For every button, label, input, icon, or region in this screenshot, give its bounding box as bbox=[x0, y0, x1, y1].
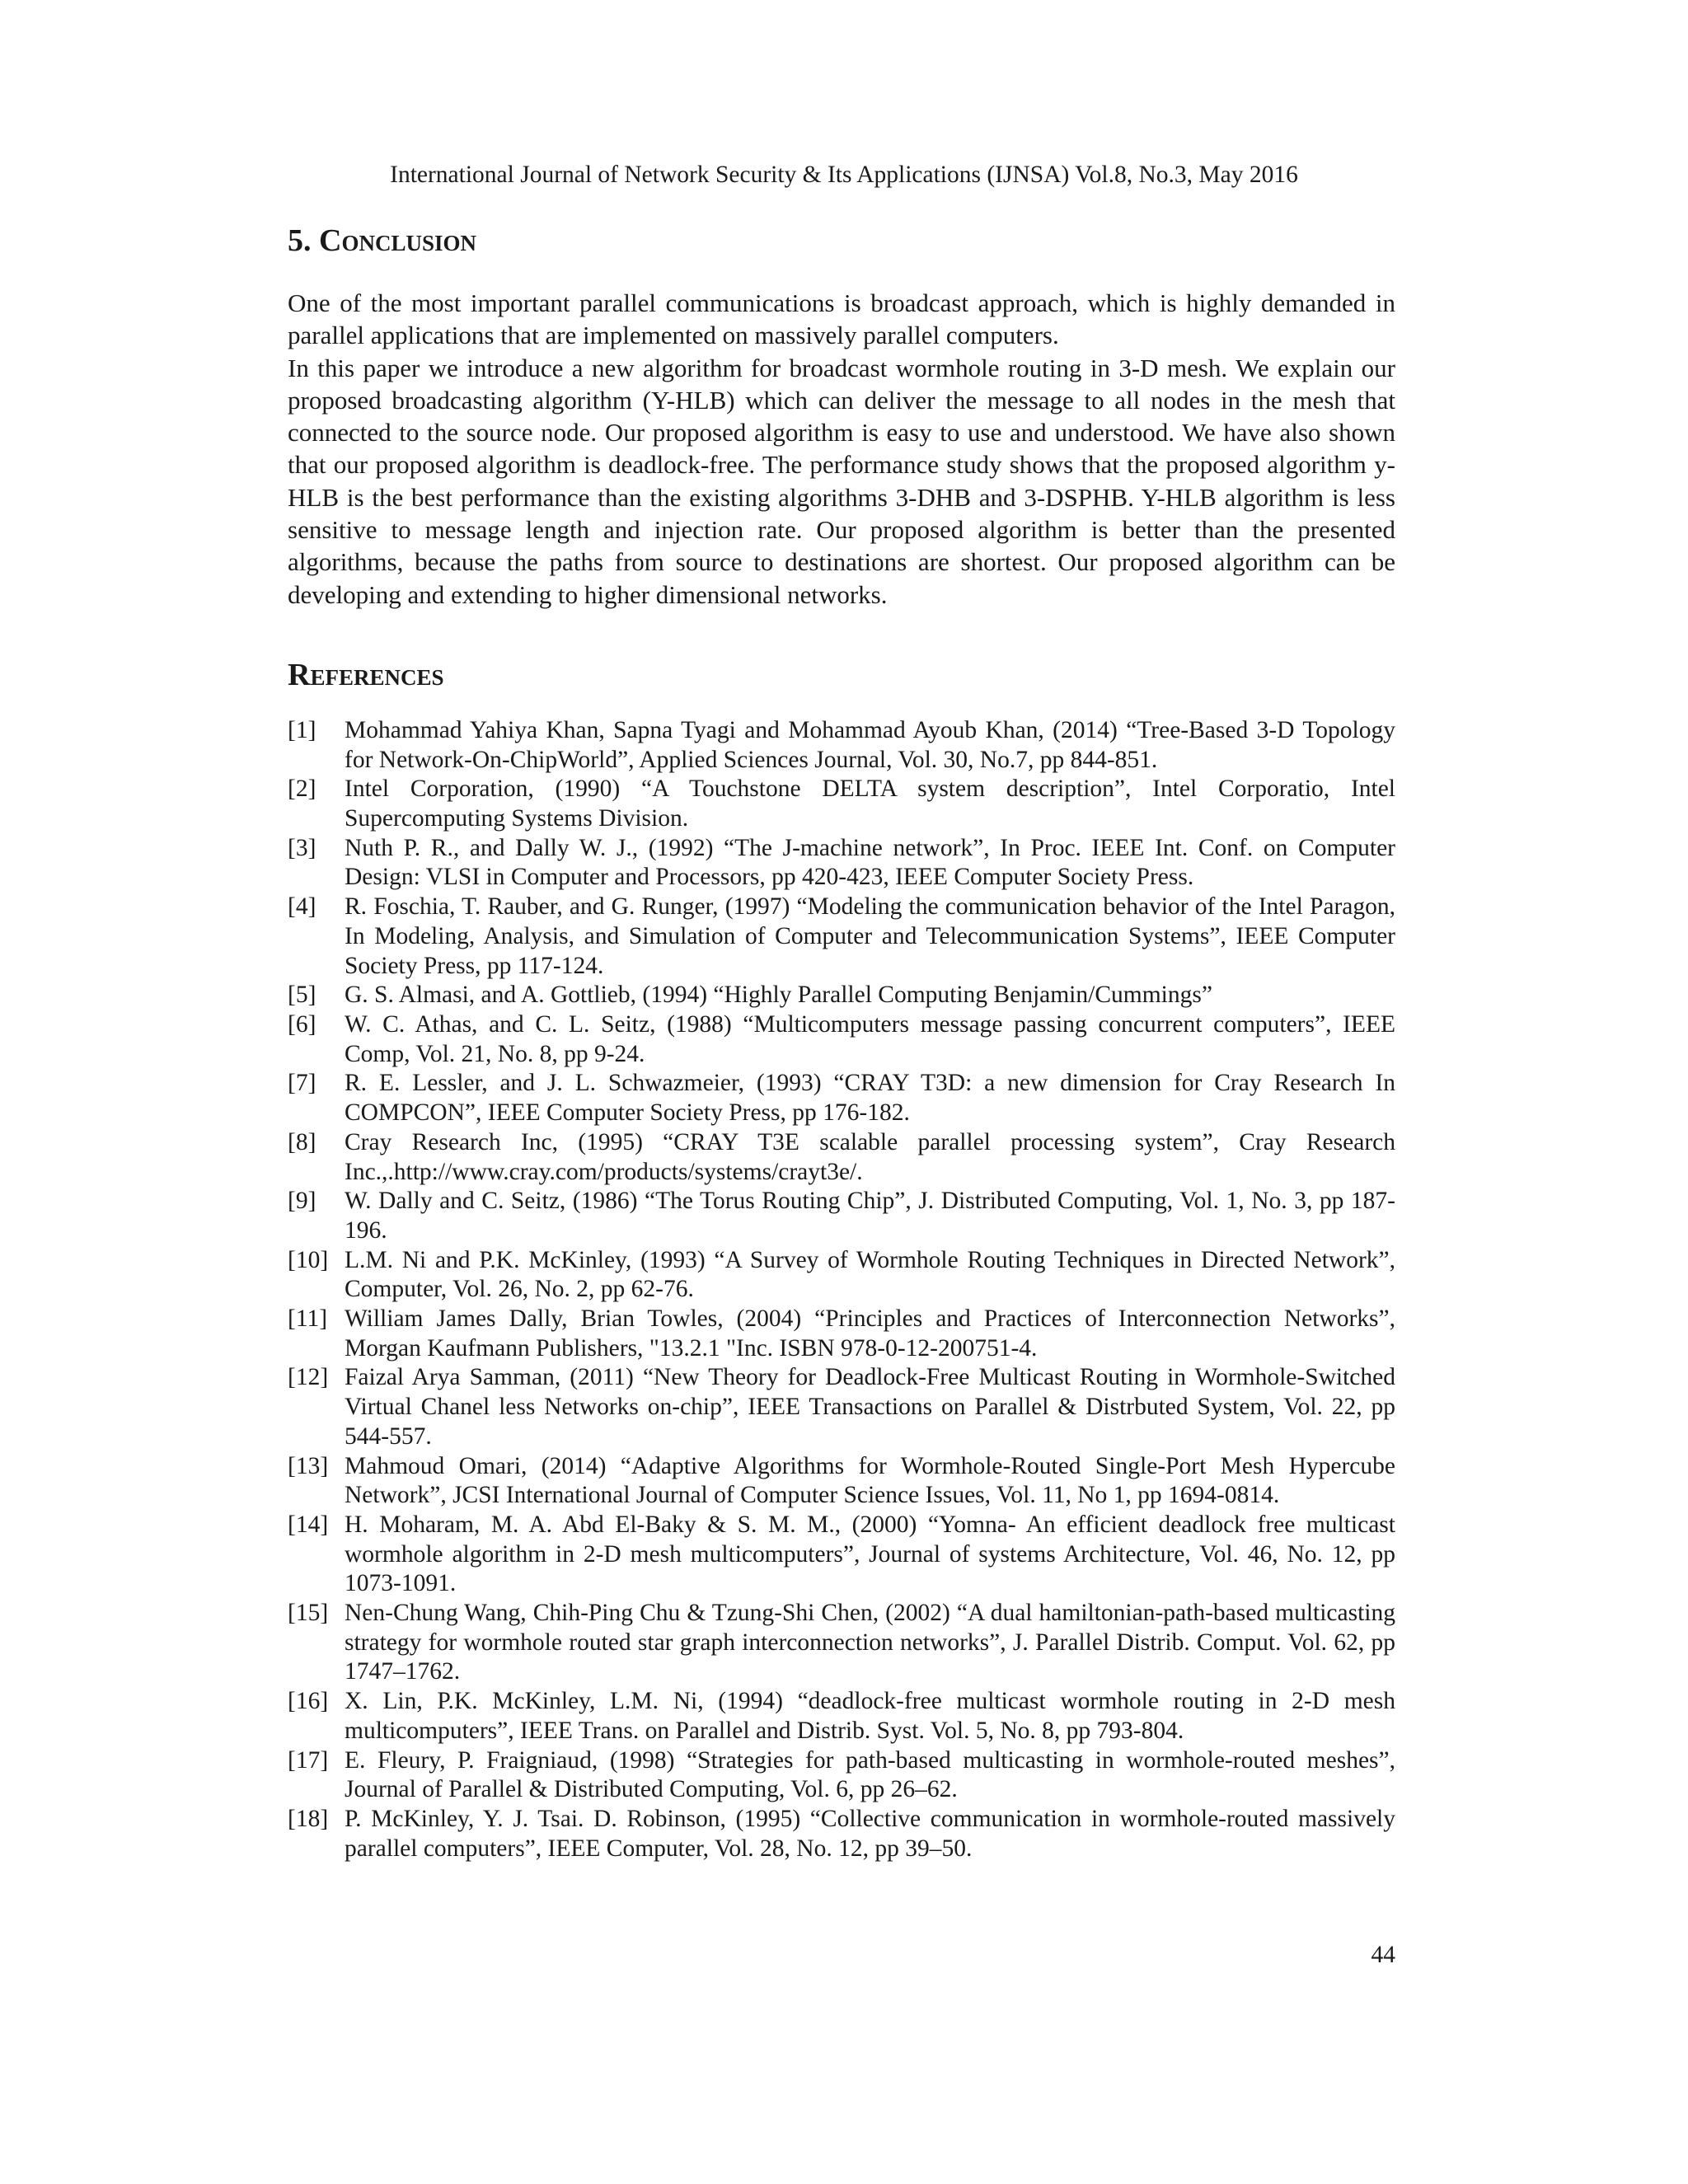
reference-text: Faizal Arya Samman, (2011) “New Theory for Deadlock-Free Multicast Routing in Wormhole-Switched Virtual Chanel less Networks on-chip”, IEEE Transactions on Parallel & Distrbuted System, Vol. 22, pp 544-557. bbox=[345, 1364, 1395, 1450]
references-heading bbox=[288, 652, 1395, 698]
reference-number: [4] bbox=[288, 893, 316, 921]
reference-item bbox=[288, 1746, 1395, 1805]
reference-number: [13] bbox=[288, 1452, 329, 1479]
reference-text: Intel Corporation, (1990) “A Touchstone DELTA system description”, Intel Corporatio, Intel Supercomputing Systems Division. bbox=[345, 776, 1395, 832]
reference-number: [6] bbox=[288, 1011, 316, 1038]
reference-number: [14] bbox=[288, 1511, 329, 1538]
reference-item bbox=[288, 1599, 1395, 1687]
conclusion-section-title: Conclusion bbox=[319, 223, 476, 258]
reference-item bbox=[288, 981, 1395, 1010]
reference-item bbox=[288, 775, 1395, 833]
reference-item bbox=[288, 1246, 1395, 1305]
reference-item bbox=[288, 1187, 1395, 1245]
reference-item bbox=[288, 1511, 1395, 1599]
reference-number: [8] bbox=[288, 1128, 316, 1155]
reference-number: [18] bbox=[288, 1805, 329, 1832]
page-content bbox=[288, 218, 1395, 1863]
reference-text: Cray Research Inc, (1995) “CRAY T3E scalable parallel processing system”, Cray Research Inc.,.http://www.cray.com/products/systems/crayt3e/. bbox=[345, 1128, 1395, 1185]
reference-item bbox=[288, 716, 1395, 775]
reference-text: R. E. Lessler, and J. L. Schwazmeier, (1993) “CRAY T3D: a new dimension for Cray Research In COMPCON”, IEEE Computer Society Press, pp 176-182. bbox=[345, 1070, 1395, 1127]
reference-item bbox=[288, 893, 1395, 981]
reference-number: [1] bbox=[288, 716, 316, 743]
reference-number: [16] bbox=[288, 1688, 329, 1715]
reference-text: P. McKinley, Y. J. Tsai. D. Robinson, (1995) “Collective communication in wormhole-routed massively parallel computers”, IEEE Computer, Vol. 28, No. 12, pp 39–50. bbox=[345, 1805, 1395, 1862]
reference-number: [2] bbox=[288, 776, 316, 803]
reference-number: [3] bbox=[288, 834, 316, 861]
conclusion-paragraph: In this paper we introduce a new algorithm for broadcast wormhole routing in 3-D mesh. We explain our proposed broadcasting algorithm (Y-HLB) which can deliver the message to all nodes in the mesh that connected to the source node. Our proposed algorithm is easy to use and understood. We have also shown that our proposed algorithm is deadlock-free. The performance study shows that the proposed algorithm y-HLB is the best performance than the existing algorithms 3-DHB and 3-DSPHB. Y-HLB algorithm is less sensitive to message length and injection rate. Our proposed algorithm is better than the presented algorithms, because the paths from source to destinations are shortest. Our proposed algorithm can be developing and extending to higher dimensional networks. bbox=[288, 353, 1395, 609]
reference-text: Nuth P. R., and Dally W. J., (1992) “The J-machine network”, In Proc. IEEE Int. Conf. on Computer Design: VLSI in Computer and Processors, pp 420-423, IEEE Computer Society Press. bbox=[345, 834, 1395, 891]
reference-item bbox=[288, 1128, 1395, 1187]
reference-text: R. Foschia, T. Rauber, and G. Runger, (1997) “Modeling the communication behavior of the Intel Paragon, In Modeling, Analysis, and Simulation of Computer and Telecommunication Systems”, IEEE Computer Society Press, pp 117-124. bbox=[345, 893, 1395, 979]
reference-number: [12] bbox=[288, 1364, 329, 1391]
conclusion-heading bbox=[288, 218, 1395, 264]
reference-text: W. Dally and C. Seitz, (1986) “The Torus Routing Chip”, J. Distributed Computing, Vol. 1, No. 3, pp 187-196. bbox=[345, 1188, 1395, 1244]
running-header: International Journal of Network Security & Its Applications (IJNSA) Vol.8, No.3, May 2016 bbox=[390, 162, 1298, 188]
reference-item bbox=[288, 1305, 1395, 1363]
reference-list bbox=[288, 716, 1395, 1863]
reference-number: [15] bbox=[288, 1600, 329, 1627]
reference-item bbox=[288, 1687, 1395, 1746]
reference-item bbox=[288, 834, 1395, 893]
reference-text: Nen-Chung Wang, Chih-Ping Chu & Tzung-Shi Chen, (2002) “A dual hamiltonian-path-based multicasting strategy for wormhole routed star graph interconnection networks”, J. Parallel Distrib. Comput. Vol. 62, pp 1747–1762. bbox=[345, 1600, 1395, 1685]
reference-text: E. Fleury, P. Fraigniaud, (1998) “Strategies for path-based multicasting in wormhole-routed meshes”, Journal of Parallel & Distributed Computing, Vol. 6, pp 26–62. bbox=[345, 1746, 1395, 1803]
reference-text: W. C. Athas, and C. L. Seitz, (1988) “Multicomputers message passing concurrent computers”, IEEE Comp, Vol. 21, No. 8, pp 9-24. bbox=[345, 1011, 1395, 1067]
reference-item bbox=[288, 1805, 1395, 1863]
reference-text: X. Lin, P.K. McKinley, L.M. Ni, (1994) “deadlock-free multicast wormhole routing in 2-D mesh multicomputers”, IEEE Trans. on Parallel and Distrib. Syst. Vol. 5, No. 8, pp 793-804. bbox=[345, 1688, 1395, 1744]
reference-text: Mahmoud Omari, (2014) “Adaptive Algorithms for Wormhole-Routed Single-Port Mesh Hypercube Network”, JCSI International Journal of Computer Science Issues, Vol. 11, No 1, pp 1694-0814. bbox=[345, 1452, 1395, 1509]
reference-item bbox=[288, 1363, 1395, 1451]
reference-item bbox=[288, 1010, 1395, 1069]
reference-text: Mohammad Yahiya Khan, Sapna Tyagi and Mohammad Ayoub Khan, (2014) “Tree-Based 3-D Topology for Network-On-ChipWorld”, Applied Sciences Journal, Vol. 30, No.7, pp 844-851. bbox=[345, 716, 1395, 773]
conclusion-body bbox=[288, 287, 1395, 611]
reference-number: [9] bbox=[288, 1188, 316, 1215]
references-title: References bbox=[288, 657, 444, 692]
conclusion-paragraph: One of the most important parallel communications is broadcast approach, which is highly demanded in parallel applications that are implemented on massively parallel computers. bbox=[288, 288, 1395, 350]
reference-text: L.M. Ni and P.K. McKinley, (1993) “A Survey of Wormhole Routing Techniques in Directed Network”, Computer, Vol. 26, No. 2, pp 62-76. bbox=[345, 1246, 1395, 1303]
reference-item bbox=[288, 1069, 1395, 1127]
reference-number: [11] bbox=[288, 1305, 328, 1333]
reference-number: [17] bbox=[288, 1746, 329, 1774]
reference-number: [10] bbox=[288, 1246, 329, 1273]
reference-item bbox=[288, 1452, 1395, 1511]
page-number: 44 bbox=[1371, 1942, 1395, 1968]
reference-number: [5] bbox=[288, 982, 316, 1009]
reference-text: H. Moharam, M. A. Abd El-Baky & S. M. M., (2000) “Yomna- An efficient deadlock free multicast wormhole algorithm in 2-D mesh multicomputers”, Journal of systems Architecture, Vol. 46, No. 12, pp 1073-1091. bbox=[345, 1511, 1395, 1597]
conclusion-section-number: 5. bbox=[288, 223, 312, 258]
reference-text: G. S. Almasi, and A. Gottlieb, (1994) “Highly Parallel Computing Benjamin/Cummings” bbox=[345, 982, 1212, 1009]
reference-number: [7] bbox=[288, 1070, 316, 1097]
reference-text: William James Dally, Brian Towles, (2004) “Principles and Practices of Interconnection Networks”, Morgan Kaufmann Publishers, "13.2.1 "Inc. ISBN 978-0-12-200751-4. bbox=[345, 1305, 1395, 1361]
